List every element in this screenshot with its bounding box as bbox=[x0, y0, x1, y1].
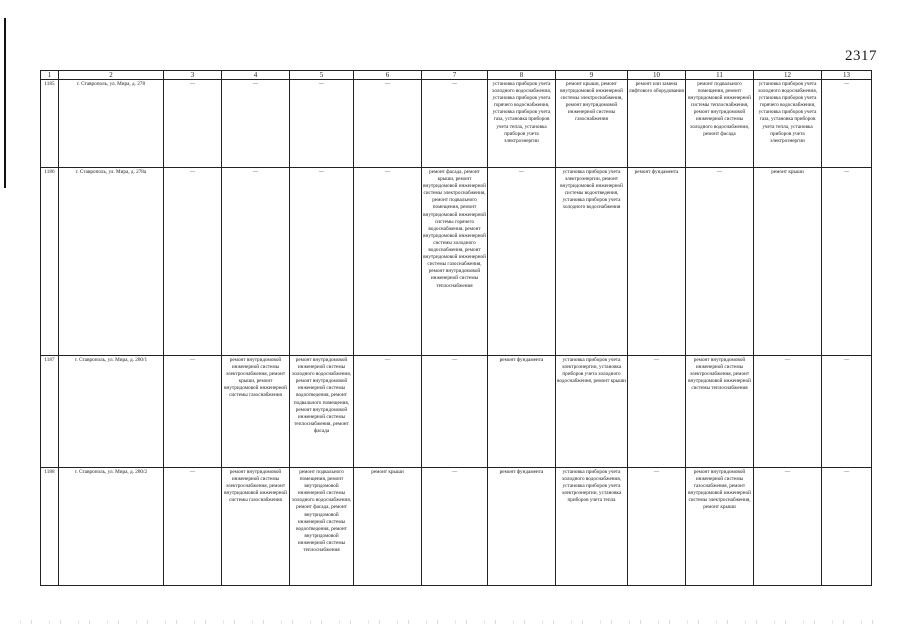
data-cell: — bbox=[686, 168, 754, 356]
data-cell: ремонт крыши bbox=[354, 468, 422, 586]
data-cell: — bbox=[164, 468, 222, 586]
column-number: 13 bbox=[822, 71, 872, 80]
table-row bbox=[41, 80, 872, 168]
row-number: 1186 bbox=[41, 168, 59, 356]
column-number: 7 bbox=[422, 71, 488, 80]
data-cell: — bbox=[488, 168, 556, 356]
data-cell: установка приборов учета холодного водоснабжения, установка приборов учета горячего водоснабжения, установка приборов учета газа, установка приборов учета тепла, установка приборов учета электроэнергии bbox=[754, 80, 822, 168]
column-number-row bbox=[41, 71, 872, 80]
data-cell: установка приборов учета холодного водоснабжения, установка приборов учета горячего водоснабжения, установка приборов учета газа, установка приборов учета тепла, установка приборов учета электроэнергии bbox=[488, 80, 556, 168]
data-cell: — bbox=[422, 80, 488, 168]
column-number: 11 bbox=[686, 71, 754, 80]
address-cell: г. Ставрополь, ул. Мира, д. 280/1 bbox=[59, 356, 164, 468]
data-cell: — bbox=[822, 356, 872, 468]
column-number: 2 bbox=[59, 71, 164, 80]
data-cell: ремонт внутридомовой инженерной системы электроснабжения, ремонт крыши, ремонт внутридомовой инженерной системы газоснабжения bbox=[222, 356, 290, 468]
data-cell: ремонт внутридомовой инженерной системы газоснабжения, ремонт внутридомовой инженерной системы электроснабжения, ремонт крыши bbox=[686, 468, 754, 586]
data-cell: — bbox=[628, 356, 686, 468]
page-number: 2317 bbox=[845, 48, 877, 64]
data-cell: — bbox=[290, 168, 354, 356]
address-cell: г. Ставрополь, ул. Мира, д. 278 bbox=[59, 80, 164, 168]
data-cell: — bbox=[822, 468, 872, 586]
data-cell: ремонт фасада, ремонт крыши, ремонт внутридомовой инженерной системы электроснабжения, ремонт подвального помещения, ремонт внутридомовой инженерной системы горячего водоснабжения, ремонт внутридомовой инженерной системы холодного водоснабжения, ремонт внутридомовой инженерной системы газоснабжения, ремонт внутридомовой инженерной системы теплоснабжения bbox=[422, 168, 488, 356]
data-cell: ремонт подвального помещения, ремонт внутридомовой инженерной системы теплоснабжения, ремонт внутридомовой инженерной системы холодного водоснабжения, ремонт фасада bbox=[686, 80, 754, 168]
data-cell: ремонт внутридомовой инженерной системы холодного водоснабжения, ремонт внутридомовой инженерной системы водоотведения, ремонт подвального помещения, ремонт внутридомовой инженерной системы теплоснабжения, ремонт фасада bbox=[290, 356, 354, 468]
data-cell: ремонт внутридомовой инженерной системы электроснабжения, ремонт внутридомовой инженерной системы теплоснабжения bbox=[686, 356, 754, 468]
data-cell: ремонт внутридомовой инженерной системы электроснабжения, ремонт внутридомовой инженерной системы газоснабжения bbox=[222, 468, 290, 586]
data-cell: — bbox=[422, 468, 488, 586]
data-cell: установка приборов учета холодного водоснабжения, установка приборов учета электроэнергии, установка приборов учета тепла bbox=[556, 468, 628, 586]
data-cell: — bbox=[222, 168, 290, 356]
data-cell: — bbox=[822, 80, 872, 168]
data-cell: — bbox=[222, 80, 290, 168]
data-cell: — bbox=[354, 80, 422, 168]
data-cell: ремонт подвального помещения, ремонт внутридомовой инженерной системы холодного водоснабжения, ремонт фасада, ремонт внутридомовой инженерной системы водоотведения, ремонт внутридомовой инженерной системы теплоснабжения bbox=[290, 468, 354, 586]
data-cell: ремонт фундамента bbox=[488, 356, 556, 468]
data-cell: ремонт или замена лифтового оборудования bbox=[628, 80, 686, 168]
column-number: 3 bbox=[164, 71, 222, 80]
data-cell: — bbox=[290, 80, 354, 168]
column-number: 12 bbox=[754, 71, 822, 80]
column-number: 9 bbox=[556, 71, 628, 80]
table-row bbox=[41, 168, 872, 356]
column-number: 6 bbox=[354, 71, 422, 80]
column-number: 4 bbox=[222, 71, 290, 80]
data-cell: — bbox=[754, 468, 822, 586]
scan-noise-strip bbox=[20, 620, 880, 624]
address-cell: г. Ставрополь, ул. Мира, д. 280/2 bbox=[59, 468, 164, 586]
work-plan-table bbox=[40, 70, 872, 586]
data-cell: ремонт фундамента bbox=[628, 168, 686, 356]
table-row bbox=[41, 468, 872, 586]
column-number: 1 bbox=[41, 71, 59, 80]
row-number: 1187 bbox=[41, 356, 59, 468]
data-cell: — bbox=[628, 468, 686, 586]
column-number: 10 bbox=[628, 71, 686, 80]
data-cell: ремонт крыши bbox=[754, 168, 822, 356]
row-number: 1188 bbox=[41, 468, 59, 586]
data-cell: — bbox=[822, 168, 872, 356]
data-cell: — bbox=[164, 168, 222, 356]
data-cell: установка приборов учета электроэнергии, ремонт внутридомовой инженерной системы водоотведения, установка приборов учета холодного водоснабжения bbox=[556, 168, 628, 356]
data-cell: ремонт крыши, ремонт внутридомовой инженерной системы электроснабжения, ремонт внутридомовой инженерной системы газоснабжения bbox=[556, 80, 628, 168]
column-number: 5 bbox=[290, 71, 354, 80]
scan-edge-mark bbox=[4, 18, 6, 188]
data-cell: — bbox=[422, 356, 488, 468]
data-cell: ремонт фундамента bbox=[488, 468, 556, 586]
data-cell: — bbox=[354, 356, 422, 468]
data-cell: — bbox=[164, 356, 222, 468]
data-cell: — bbox=[354, 168, 422, 356]
table-row bbox=[41, 356, 872, 468]
address-cell: г. Ставрополь, ул. Мира, д. 278а bbox=[59, 168, 164, 356]
data-cell: — bbox=[164, 80, 222, 168]
data-cell: установка приборов учета электроэнергии, установка приборов учета холодного водоснабжения, ремонт крыши bbox=[556, 356, 628, 468]
data-cell: — bbox=[754, 356, 822, 468]
row-number: 1185 bbox=[41, 80, 59, 168]
column-number: 8 bbox=[488, 71, 556, 80]
